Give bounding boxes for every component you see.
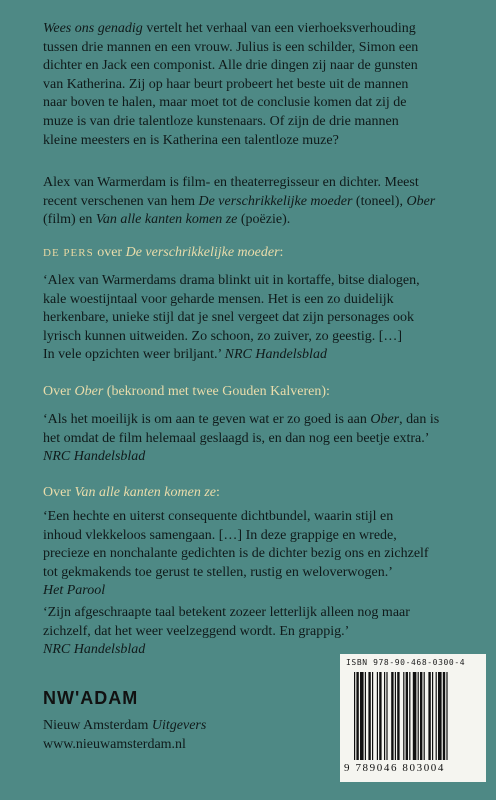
ober-quote-text: , dan is <box>399 412 440 427</box>
poetry-quote-line: tot gekmakends toe gerust te stellen, rustig en weloverwogen.’ <box>43 564 393 580</box>
barcode-bar <box>377 672 378 760</box>
intro-line-6: muze is van drie talentloze kunstenaars. Of zijn de drie mannen <box>43 113 399 129</box>
poetry-quote-line: precieze en nonchalante gedichten is de dichter bezig ons en zichzelf <box>43 546 429 562</box>
bio-text: (toneel), <box>352 193 407 209</box>
barcode-bar <box>420 672 422 760</box>
ober-quote-text: ‘Als het moeilijk is om aan te geven wat er zo goed is aan <box>43 412 371 427</box>
press-heading <box>43 244 463 263</box>
publisher-name-text: Nieuw Amsterdam <box>43 718 152 733</box>
publisher-name-italic: Uitgevers <box>151 718 207 733</box>
poetry-title: Van alle kanten komen ze <box>74 485 217 500</box>
poetry-quote2-line: ‘Zijn afgeschraapte taal betekent zozeer letterlijk alleen nog maar <box>43 605 410 620</box>
ober-rest: (bekroond met twee Gouden Kalveren): <box>103 384 330 399</box>
publisher-logo: NW'ADAM <box>43 688 139 708</box>
bio-poetry-title: Van alle kanten komen ze <box>95 212 238 228</box>
barcode-bar <box>384 672 385 760</box>
barcode-digits: 9 789046 803004 <box>344 762 445 774</box>
barcode-bar <box>428 672 430 760</box>
barcode-bar <box>418 672 419 760</box>
publisher-info <box>43 717 206 754</box>
barcode-bar <box>356 672 358 760</box>
barcode-bar <box>438 672 442 760</box>
barcode-bar <box>432 672 433 760</box>
poetry-quote-line: ‘Een hechte en uiterst consequente dichtbundel, waarin stijl en <box>43 509 394 524</box>
ober-quote-title: Ober <box>370 412 400 427</box>
ober-quote <box>43 411 463 467</box>
intro-line-1: vertelt het verhaal van een vierhoeksverhouding <box>142 21 416 36</box>
poetry-over: Over <box>43 485 75 500</box>
book-title: Wees ons genadig <box>43 21 143 36</box>
ober-quote-line <box>43 411 463 430</box>
bio-play-title: De verschrikkelijke moeder <box>198 193 353 209</box>
barcode-bar <box>409 672 410 760</box>
ober-over: Over <box>43 384 75 399</box>
press-title: De verschrikkelijke moeder <box>125 245 280 260</box>
poetry-quote-2 <box>43 604 463 660</box>
bio-film-title: Ober <box>406 193 436 209</box>
press-quote-line: herkenbare, unieke stijl dat je snel vergeet dat zijn personages ook <box>43 310 414 326</box>
bio-line-3 <box>43 211 463 230</box>
intro-line-3: dichter en Jack een componist. Alle drie dingen zij naar de gunsten <box>43 58 418 74</box>
poetry-quote <box>43 508 463 601</box>
press-label: DE PERS <box>43 247 94 259</box>
bio-text: (film) en <box>43 212 96 228</box>
barcode-bar <box>372 672 373 760</box>
intro-line-2: tussen drie mannen en een vrouw. Julius is een schilder, Simon een <box>43 39 419 55</box>
barcode-bar <box>386 672 387 760</box>
intro-line-7: kleine meesters en is Katherina een talentloze muze? <box>43 132 339 148</box>
barcode-bar <box>354 672 355 760</box>
bio-text: (poëzie). <box>237 212 291 228</box>
barcode-bar <box>413 672 417 760</box>
barcode-bar <box>397 672 399 760</box>
barcode-bars <box>354 672 480 760</box>
barcode-bar <box>436 672 437 760</box>
bio-line-2 <box>43 193 463 212</box>
press-quote-text: In vele opzichten weer briljant.’ <box>43 347 225 363</box>
barcode-bar <box>395 672 396 760</box>
poetry-heading <box>43 484 463 503</box>
barcode-bar <box>391 672 393 760</box>
barcode-bar <box>379 672 381 760</box>
press-over: over <box>93 245 126 260</box>
intro-line-5: naar boven te halen, maar moet tot de conclusie komen dat zij de <box>43 95 407 111</box>
barcode-bar <box>443 672 445 760</box>
barcode-bar <box>424 672 425 760</box>
barcode <box>340 654 486 782</box>
barcode-bar <box>360 672 364 760</box>
intro-line-4: van Katherina. Zij op haar beurt probeert het beste uit de mannen <box>43 76 409 92</box>
publisher-name <box>43 717 206 736</box>
author-bio <box>43 174 463 230</box>
ober-quote-line: het omdat de film helemaal geslaagd is, en dan nog een beetje extra.’ <box>43 430 430 446</box>
poetry-quote-line: inhoud vlekkeloos samengaan. […] In deze grappige en wrede, <box>43 527 397 543</box>
press-quote <box>43 272 463 365</box>
isbn-number: ISBN 978-90-468-0300-4 <box>346 658 466 667</box>
barcode-bar <box>365 672 366 760</box>
bio-line-1: Alex van Warmerdam is film- en theaterregisseur en dichter. Meest <box>43 175 419 190</box>
poetry-source-2: NRC Handelsblad <box>43 642 146 658</box>
barcode-bar <box>406 672 408 760</box>
press-quote-line <box>43 346 463 365</box>
press-quote-line: ‘Alex van Warmerdams drama blinkt uit in kortaffe, bitse dialogen, <box>43 273 420 288</box>
ober-heading <box>43 383 463 402</box>
bio-text: recent verschenen van hem <box>43 193 199 209</box>
publisher-url: www.nieuwamsterdam.nl <box>43 736 186 752</box>
barcode-bar <box>403 672 404 760</box>
poetry-colon: : <box>216 485 220 500</box>
barcode-bar <box>368 672 370 760</box>
intro-paragraph <box>43 20 463 150</box>
press-quote-line: kale woestijntaal voor geharde mensen. Het is een zo duidelijk <box>43 291 394 307</box>
press-colon: : <box>279 245 284 260</box>
ober-source: NRC Handelsblad <box>43 449 146 465</box>
ober-title: Ober <box>74 384 104 399</box>
poetry-quote2-line: zichzelf, dat het weer veelzeggend wordt. En grappig.’ <box>43 623 350 639</box>
barcode-bar <box>446 672 447 760</box>
poetry-source: Het Parool <box>43 583 106 599</box>
press-source: NRC Handelsblad <box>224 347 327 363</box>
press-quote-line: lyrisch kunnen uitweiden. Zo schoon, zo zuiver, zo geestig. […] <box>43 328 403 344</box>
